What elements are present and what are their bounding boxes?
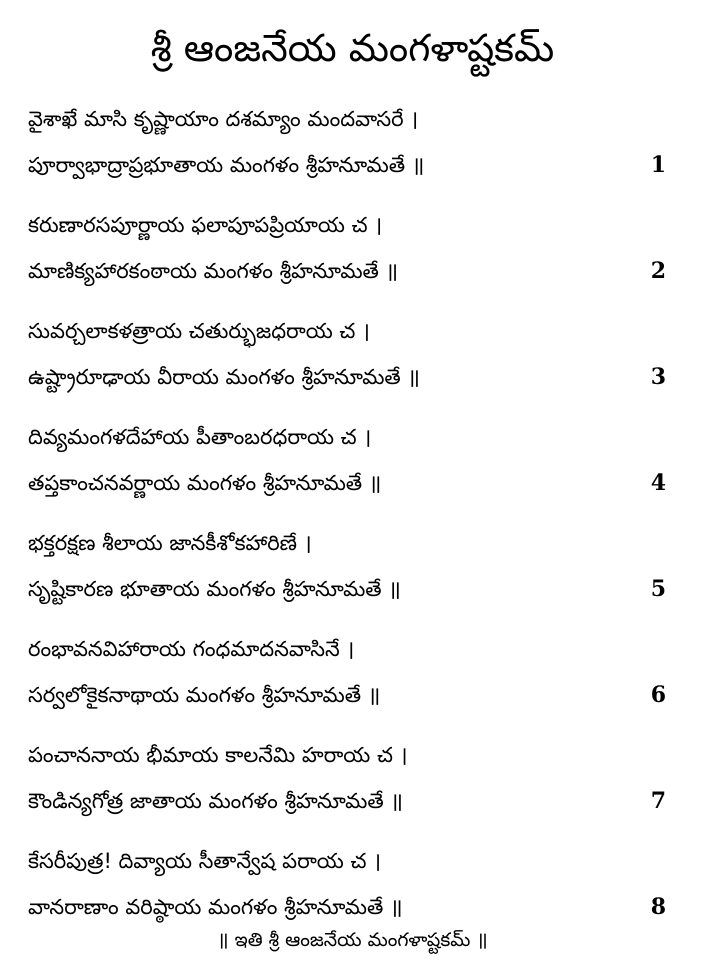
verse-line-2: పూర్వాభాద్రాప్రభూతాయ మంగళం శ్రీహనూమతే ॥ xyxy=(28,153,425,177)
verse-line-2: సృష్టికారణ భూతాయ మంగళం శ్రీహనూమతే ॥ xyxy=(28,577,401,601)
verse-number: 7 xyxy=(650,788,666,814)
verse-number: 1 xyxy=(650,152,666,178)
verse-line-2: ఉష్ట్రారూఢాయ వీరాయ మంగళం శ్రీహనూమతే ॥ xyxy=(28,365,421,389)
verse-line-1: కేసరీపుత్ర! దివ్యాయ సీతాన్వేష పరాయ చ । xyxy=(28,849,382,873)
verse-line-1: రంభావనవిహారాయ గంధమాదనవాసినే । xyxy=(28,637,355,661)
verse-2 xyxy=(28,202,678,308)
verse-line-2: మాణిక్యహారకంఠాయ మంగళం శ్రీహనూమతే ॥ xyxy=(28,259,399,283)
verse-4 xyxy=(28,414,678,520)
verse-line-2: వానరాణాం వరిష్ఠాయ మంగళం శ్రీహనూమతే ॥ xyxy=(28,895,403,919)
verse-line-1: దివ్యమంగళదేహాయ పీతాంబరధరాయ చ । xyxy=(28,425,372,449)
verse-7 xyxy=(28,732,678,838)
verse-line-2: కౌండిన్యగోత్ర జాతాయ మంగళం శ్రీహనూమతే ॥ xyxy=(28,789,403,813)
verse-line-1: వైశాఖే మాసి కృష్ణాయాం దశమ్యాం మందవాసరే । xyxy=(28,107,419,131)
verse-line-1: పంచాననాయ భీమాయ కాలనేమి హరాయ చ । xyxy=(28,743,408,767)
verse-number: 2 xyxy=(650,258,666,284)
verse-line-1: భక్తరక్షణ శీలాయ జానకీశోకహారిణే । xyxy=(28,531,312,555)
page-title: శ్రీ ఆంజనేయ మంగళాష్టకమ్ xyxy=(150,26,555,70)
verse-number: 5 xyxy=(650,576,666,602)
verse-line-2: సర్వలోకైకనాథాయ మంగళం శ్రీహనూమతే ॥ xyxy=(28,683,381,707)
verse-6 xyxy=(28,626,678,732)
verse-line-1: కరుణారసపూర్ణాయ ఫలాపూపప్రియాయ చ । xyxy=(28,213,383,237)
verse-number: 3 xyxy=(650,364,666,390)
verse-1 xyxy=(28,96,678,202)
verse-line-1: సువర్చలాకళత్రాయ చతుర్భుజధరాయ చ । xyxy=(28,319,370,343)
verse-5 xyxy=(28,520,678,626)
verse-3 xyxy=(28,308,678,414)
colophon: ॥ ఇతి శ్రీ ఆంజనేయ మంగళాష్టకమ్ ॥ xyxy=(217,929,488,951)
verse-number: 8 xyxy=(650,894,666,920)
verse-number: 6 xyxy=(650,682,666,708)
verse-number: 4 xyxy=(650,470,666,496)
verse-line-2: తప్తకాంచనవర్ణాయ మంగళం శ్రీహనూమతే ॥ xyxy=(28,471,382,495)
verse-list xyxy=(28,96,678,944)
